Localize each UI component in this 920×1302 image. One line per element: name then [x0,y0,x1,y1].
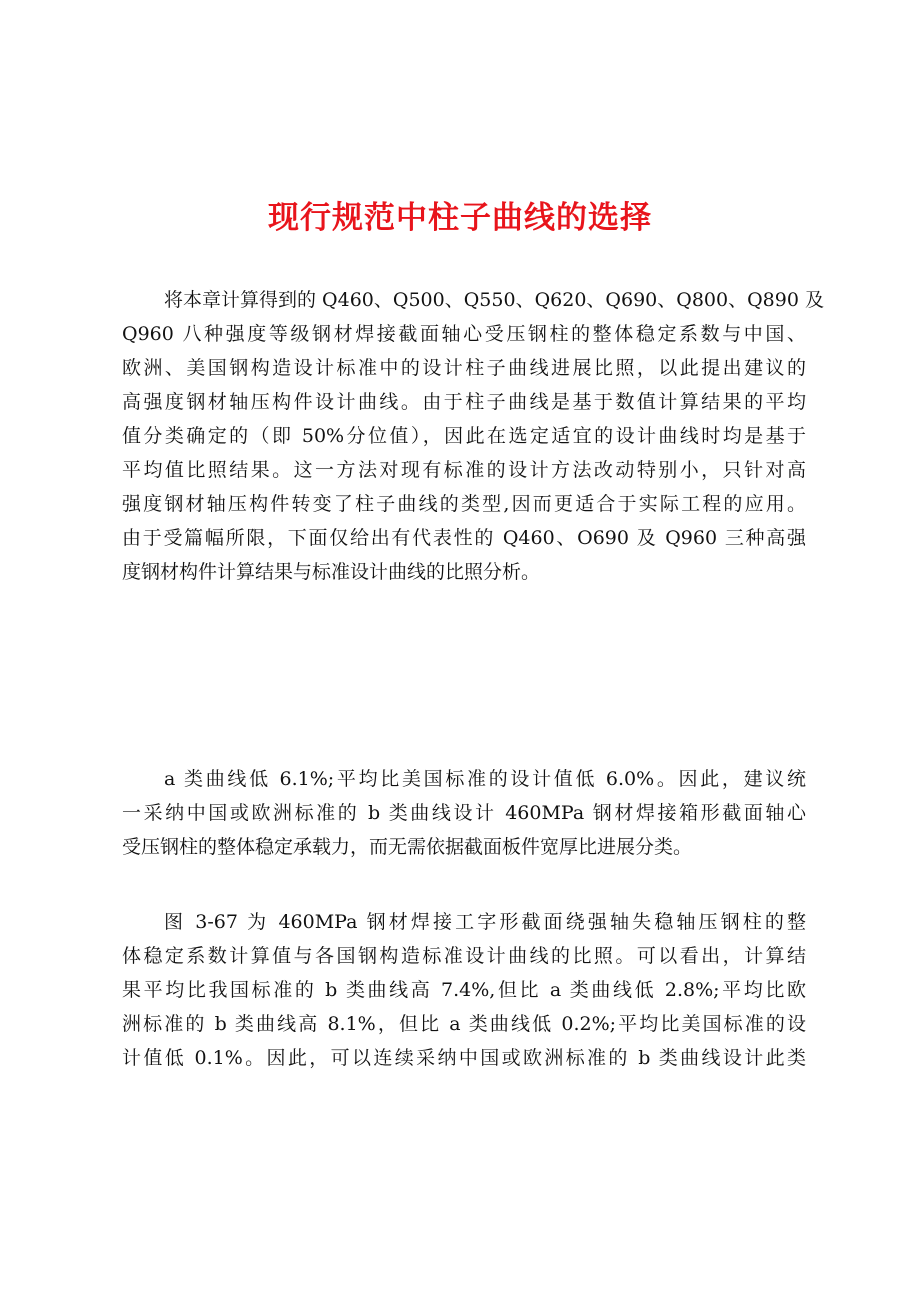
text-line: Q960 八种强度等级钢材焊接截面轴心受压钢柱的整体稳定系数与中国、 [122,323,806,345]
text-line: 平均值比照结果。这一方法对现有标准的设计方法改动特别小，只针对高 [122,459,806,481]
text-line: 计值低 0.1%。因此，可以连续采纳中国或欧洲标准的 b 类曲线设计此类 [122,1047,806,1069]
text-line: 受压钢柱的整体稳定承载力，而无需依据截面板件宽厚比进展分类。 [122,836,693,858]
text-line: 强度钢材轴压构件转变了柱子曲线的类型,因而更适合于实际工程的应用。 [122,493,806,515]
text-line: 欧洲、美国钢构造设计标准中的设计柱子曲线进展比照，以此提出建议的 [122,357,806,379]
text-line: 值分类确定的（即 50%分位值），因此在选定适宜的设计曲线时均是基于 [122,425,806,447]
text-line: 将本章计算得到的 Q460、Q500、Q550、Q620、Q690、Q800、Q890 及 [164,289,824,311]
paragraph-intro [122,283,824,589]
text-line: 果平均比我国标准的 b 类曲线高 7.4%,但比 a 类曲线低 2.8%;平均比欧 [122,979,806,1001]
paragraph-i-section [122,905,806,1075]
text-line: 图 3-67 为 460MPa 钢材焊接工字形截面绕强轴失稳轴压钢柱的整 [164,911,806,933]
paragraph-box-section [122,762,806,864]
text-line: 高强度钢材轴压构件设计曲线。由于柱子曲线是基于数值计算结果的平均 [122,391,806,413]
text-line: 度钢材构件计算结果与标准设计曲线的比照分析。 [122,561,541,583]
text-line: 一采纳中国或欧洲标准的 b 类曲线设计 460MPa 钢材焊接箱形截面轴心 [122,802,806,824]
text-line: a 类曲线低 6.1%;平均比美国标准的设计值低 6.0%。因此，建议统 [164,768,806,790]
text-line: 洲标准的 b 类曲线高 8.1%，但比 a 类曲线低 0.2%;平均比美国标准的设 [122,1013,806,1035]
text-line: 体稳定系数计算值与各国钢构造标准设计曲线的比照。可以看出，计算结 [122,945,806,967]
text-line: 由于受篇幅所限，下面仅给出有代表性的 Q460、O690 及 Q960 三种高强 [122,527,806,549]
page-title: 现行规范中柱子曲线的选择 [268,200,652,236]
